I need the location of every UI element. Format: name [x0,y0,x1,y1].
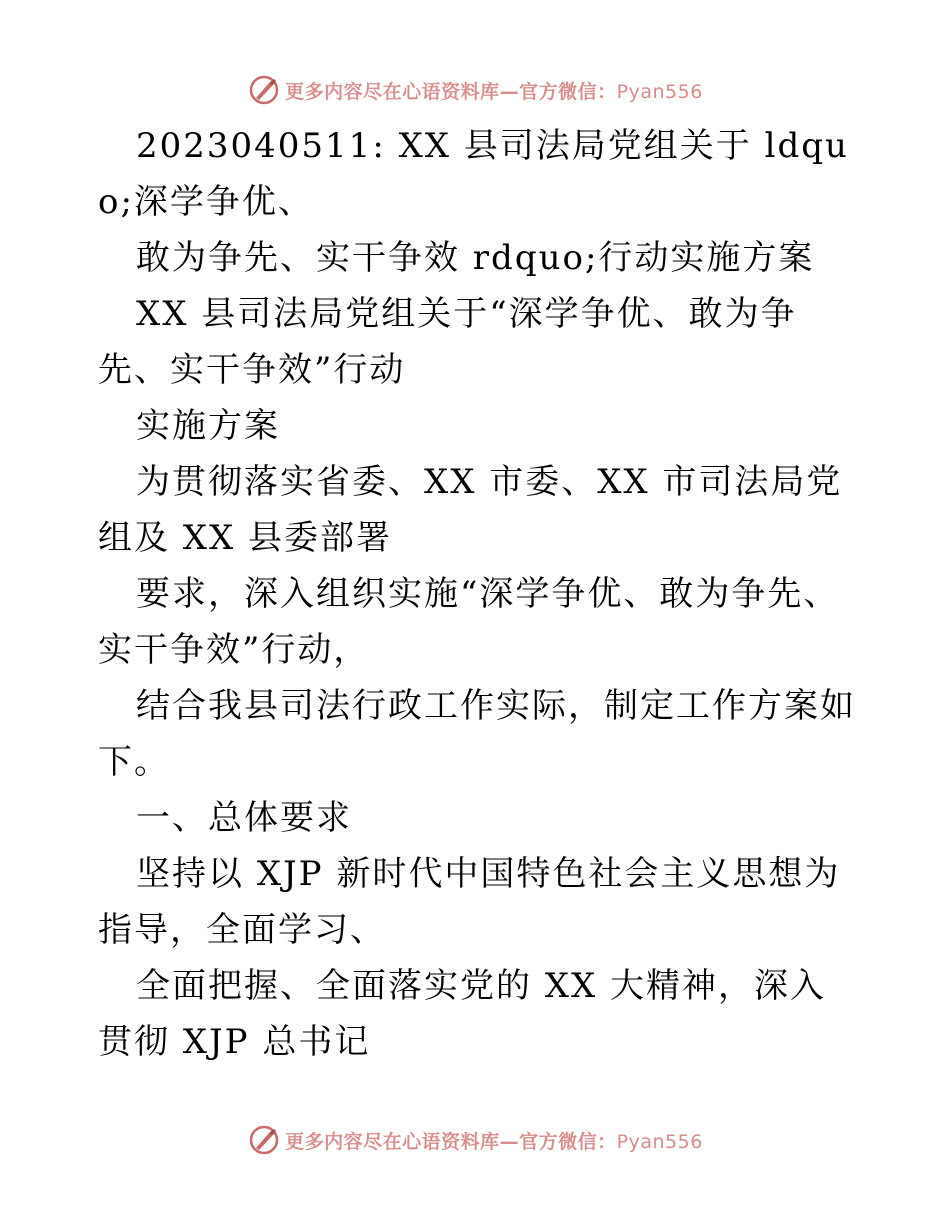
paragraph-1: 2023040511: XX 县司法局党组关于 ldquo;深学争优、 [98,126,849,222]
watermark-text: 更多内容尽在心语资料库—官方微信：Pyan556 [285,1130,703,1153]
pen-logo-icon [247,73,281,107]
footer-watermark [0,1120,950,1160]
paragraph-3: XX 县司法局党组关于“深学争优、敢为争先、实干争效”行动 [98,294,797,390]
paragraph-4: 实施方案 [136,406,280,446]
paragraph-7: 结合我县司法行政工作实际，制定工作方案如下。 [98,686,856,782]
paragraph-9: 全面把握、全面落实党的 XX 大精神，深入贯彻 XJP 总书记 [98,966,827,1062]
document-body [98,118,858,1070]
watermark-text: 更多内容尽在心语资料库—官方微信：Pyan556 [285,80,703,103]
paragraph-8: 坚持以 XJP 新时代中国特色社会主义思想为指导，全面学习、 [98,854,841,950]
section-heading-1: 一、总体要求 [136,798,352,838]
paragraph-2: 敢为争先、实干争效 rdquo;行动实施方案 [136,238,815,278]
paragraph-6: 要求，深入组织实施“深学争优、敢为争先、实干争效”行动， [98,574,840,670]
paragraph-5: 为贯彻落实省委、XX 市委、XX 市司法局党组及 XX 县委部署 [98,462,843,558]
header-watermark [0,70,950,110]
pen-logo-icon [247,1123,281,1157]
